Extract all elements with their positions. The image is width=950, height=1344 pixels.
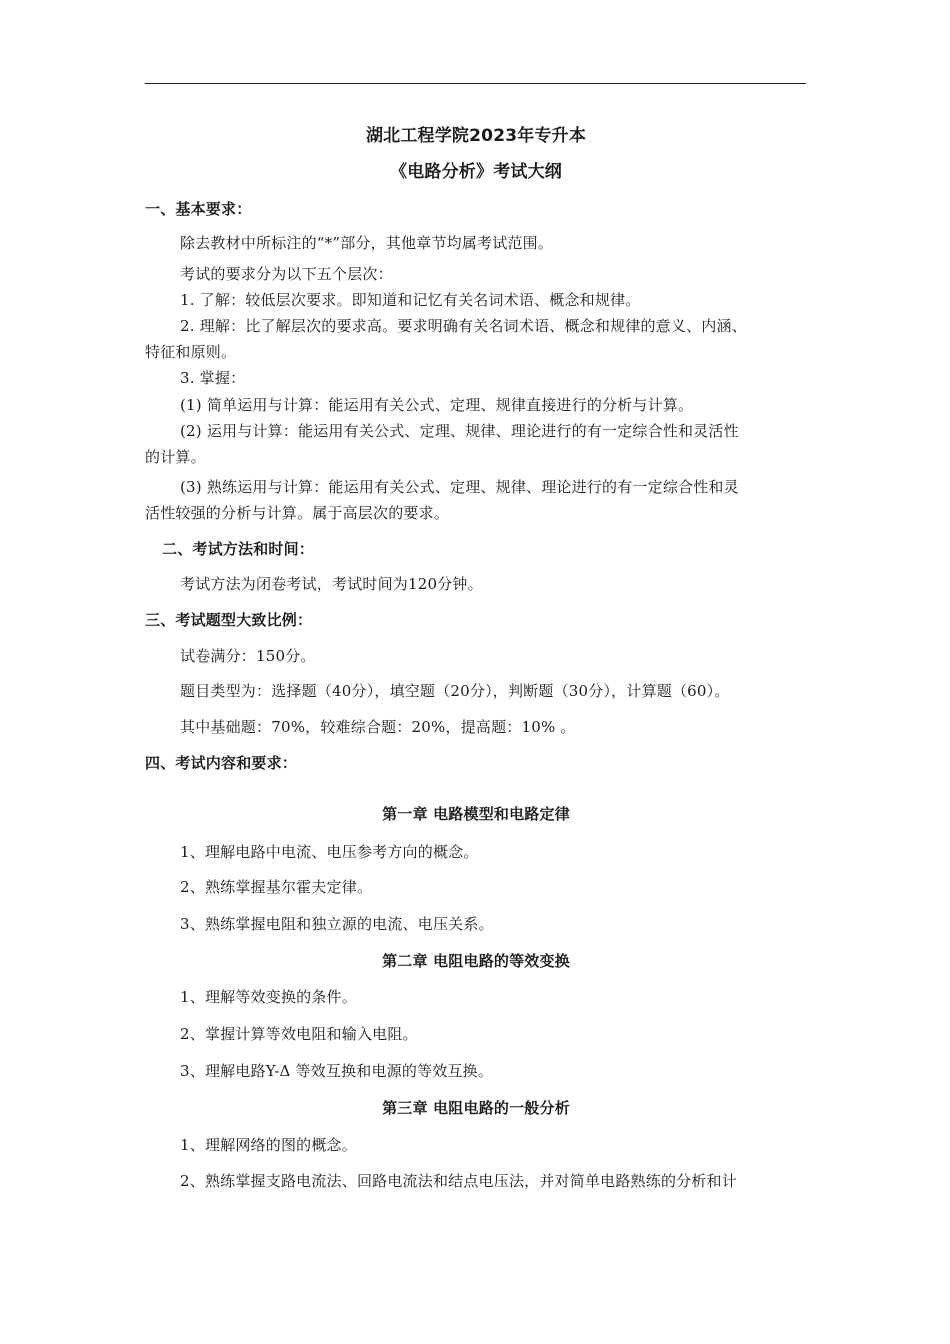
list-item-continuation: 特征和原则。 bbox=[145, 343, 237, 361]
list-item: 1、理解电路中电流、电压参考方向的概念。 bbox=[180, 843, 479, 861]
list-item: 2、熟练掌握支路电流法、回路电流法和结点电压法，并对简单电路熟练的分析和计 bbox=[180, 1172, 737, 1190]
chapter-1-title: 第一章 电路模型和电路定律 bbox=[382, 805, 570, 823]
section-1-heading: 一、基本要求： bbox=[145, 200, 252, 218]
section-2-heading: 二、考试方法和时间： bbox=[162, 540, 315, 558]
chapter-3-title: 第三章 电阻电路的一般分析 bbox=[382, 1099, 570, 1117]
list-item: 1. 了解：较低层次要求。即知道和记忆有关名词术语、概念和规律。 bbox=[180, 291, 641, 309]
list-item: (2) 运用与计算：能运用有关公式、定理、规律、理论进行的有一定综合性和灵活性 bbox=[180, 422, 739, 440]
list-item-continuation: 的计算。 bbox=[145, 448, 206, 466]
list-item: 1、理解网络的图的概念。 bbox=[180, 1136, 357, 1154]
paragraph: 除去教材中所标注的“*”部分，其他章节均属考试范围。 bbox=[180, 234, 554, 252]
doc-title-line2: 《电路分析》考试大纲 bbox=[390, 162, 562, 182]
list-item: 2、熟练掌握基尔霍夫定律。 bbox=[180, 878, 373, 896]
header-rule bbox=[145, 83, 806, 84]
paragraph: 其中基础题：70%，较难综合题：20%，提高题：10% 。 bbox=[180, 718, 576, 736]
chapter-2-title: 第二章 电阻电路的等效变换 bbox=[382, 952, 570, 970]
list-item: 3、理解电路Y-Δ 等效互换和电源的等效互换。 bbox=[180, 1062, 494, 1080]
list-item: 3. 掌握： bbox=[180, 369, 246, 387]
paragraph: 考试方法为闭卷考试，考试时间为120分钟。 bbox=[180, 575, 483, 593]
section-3-heading: 三、考试题型大致比例： bbox=[145, 611, 313, 629]
paragraph: 考试的要求分为以下五个层次： bbox=[180, 265, 393, 283]
paragraph: 试卷满分：150分。 bbox=[180, 647, 316, 665]
list-item: (1) 简单运用与计算：能运用有关公式、定理、规律直接进行的分析与计算。 bbox=[180, 396, 694, 414]
list-item: 3、熟练掌握电阻和独立源的电流、电压关系。 bbox=[180, 915, 494, 933]
doc-title-line1: 湖北工程学院2023年专升本 bbox=[365, 126, 587, 146]
list-item: 1、理解等效变换的条件。 bbox=[180, 988, 357, 1006]
list-item: 2、掌握计算等效电阻和输入电阻。 bbox=[180, 1025, 418, 1043]
paragraph: 题目类型为：选择题（40分），填空题（20分），判断题（30分），计算题（60）。 bbox=[180, 682, 730, 700]
list-item-continuation: 活性较强的分析与计算。属于高层次的要求。 bbox=[145, 504, 450, 522]
list-item: 2. 理解：比了解层次的要求高。要求明确有关名词术语、概念和规律的意义、内涵、 bbox=[180, 317, 747, 335]
list-item: (3) 熟练运用与计算：能运用有关公式、定理、规律、理论进行的有一定综合性和灵 bbox=[180, 478, 739, 496]
section-4-heading: 四、考试内容和要求： bbox=[145, 754, 298, 772]
